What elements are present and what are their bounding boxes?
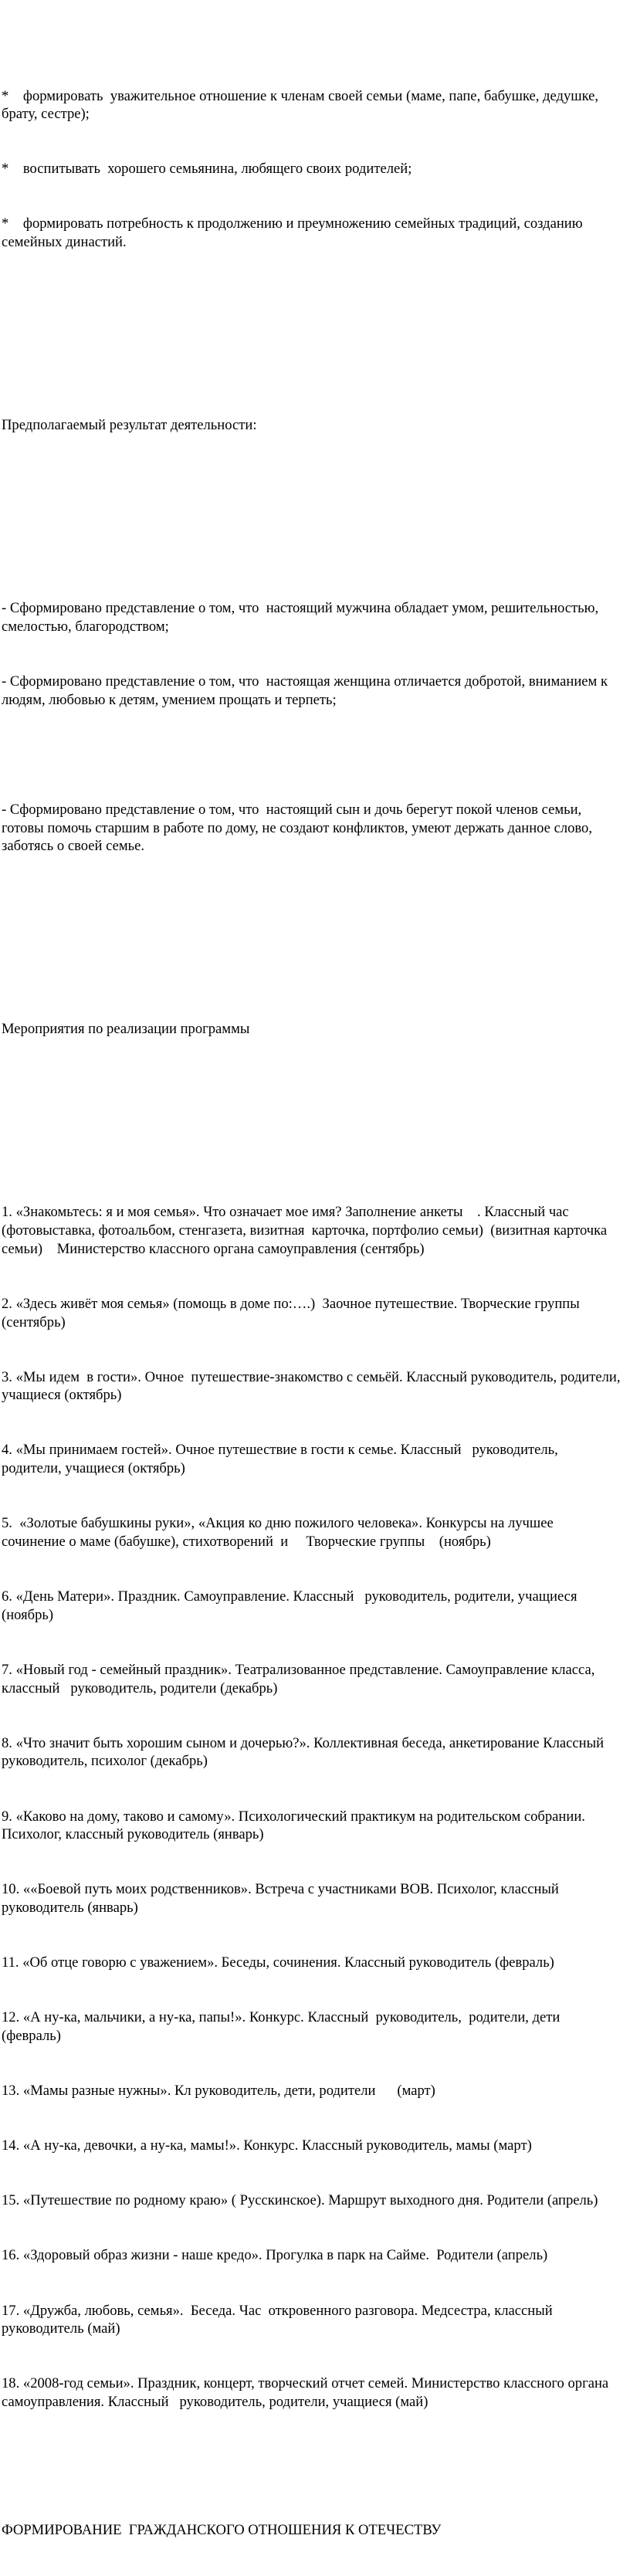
result-item: - Сформировано представление о том, что настоящий мужчина обладает умом, решительностью, смелостью, благородством;	[2, 600, 602, 635]
result-item: - Сформировано представление о том, что настоящий сын и дочь берегут покой членов семьи, готовы помочь старшим в работе по дому, не создают конфликтов, умеют держать данное слово, заботясь о своей семье.	[2, 801, 596, 855]
event-item: 1. «Знакомьтесь: я и моя семья». Что означает мое имя? Заполнение анкеты . Классный час (фотовыставка, фотоальбом, стенгазета, визитная карточка, портфолио семьи) (визитная карточка семьи) Министерство классного органа самоуправления (сентябрь)	[2, 1204, 611, 1257]
result-item: - Сформировано представление о том, что настоящая женщина отличается добротой, вниманием к людям, любовью к детям, умением прощать и терпеть;	[2, 673, 611, 708]
goal-item: * воспитывать хорошего семьянина, любящего своих родителей;	[2, 161, 412, 178]
goals-list	[2, 55, 621, 288]
section-heading: ФОРМИРОВАНИЕ ГРАЖДАНСКОГО ОТНОШЕНИЯ К ОТЕЧЕСТВУ	[2, 2521, 442, 2538]
event-item: 13. «Мамы разные нужны». Кл руководитель, дети, родители (март)	[2, 2083, 435, 2100]
event-item: 18. «2008-год семьи». Праздник, концерт, творческий отчет семей. Министерство классного органа самоуправления. Классный руководитель, родители, учащиеся (май)	[2, 2375, 612, 2411]
event-item: 11. «Об отце говорю с уважением». Беседы, сочинения. Классный руководитель (февраль)	[2, 1954, 554, 1971]
results-list	[2, 563, 621, 893]
events-heading: Мероприятия по реализации программы	[2, 1021, 250, 1038]
event-item: 7. «Новый год - семейный праздник». Театрализованное представление. Самоуправление класса, классный руководитель, родители (декабрь)	[2, 1661, 602, 1696]
event-item: 17. «Дружба, любовь, семья». Беседа. Час откровенного разговора. Медсестра, классный руководитель (май)	[2, 2302, 557, 2337]
event-item: 8. «Что значит быть хорошим сыном и дочерью?». Коллективная беседа, анкетирование Классный руководитель, психолог (декабрь)	[2, 1734, 615, 1770]
event-item: 16. «Здоровый образ жизни - наше кредо». Прогулка в парк на Сайме. Родители (апрель)	[2, 2247, 548, 2264]
event-item: 3. «Мы идем в гости». Очное путешествие-знакомство с семьёй. Классный руководитель, родители, учащиеся (октябрь)	[2, 1368, 625, 1404]
result-heading: Предполагаемый результат деятельности:	[2, 417, 257, 434]
goal-item: * формировать уважительное отношение к членам своей семьи (маме, папе, бабушке, дедушке, брату, сестре);	[2, 87, 602, 123]
event-item: 12. «А ну-ка, мальчики, а ну-ка, папы!». Конкурс. Классный руководитель, родители, дети (февраль)	[2, 2009, 564, 2044]
event-item: 6. «День Матери». Праздник. Самоуправление. Классный руководитель, родители, учащиеся (ноябрь)	[2, 1588, 581, 1623]
event-item: 2. «Здесь живёт моя семья» (помощь в доме по:….) Заочное путешествие. Творческие группы (сентябрь)	[2, 1295, 584, 1330]
event-item: 4. «Мы принимаем гостей». Очное путешествие в гости к семье. Классный руководитель, родители, учащиеся (октябрь)	[2, 1442, 562, 1477]
event-item: 5. «Золотые бабушкины руки», «Акция ко дню пожилого человека». Конкурсы на лучшее сочинение о маме (бабушке), стихотворений и Творческие группы (ноябрь)	[2, 1515, 557, 1550]
event-item: 15. «Путешествие по родному краю» ( Русскинское). Маршрут выходного дня. Родители (апрель)	[2, 2192, 598, 2209]
event-item: 14. «А ну-ка, девочки, а ну-ка, мамы!». Конкурс. Классный руководитель, мамы (март)	[2, 2137, 532, 2154]
goal-item: * формировать потребность к продолжению и преумножению семейных традиций, созданию семейных династий.	[2, 215, 587, 251]
event-item: 9. «Каково на дому, таково и самому». Психологический практикум на родительском собрании. Психолог, классный руководитель (январь)	[2, 1808, 589, 1843]
events-list	[2, 1167, 625, 2448]
event-item: 10. ««Боевой путь моих родственников». Встреча с участниками ВОВ. Психолог, классный руководитель (январь)	[2, 1881, 563, 1917]
